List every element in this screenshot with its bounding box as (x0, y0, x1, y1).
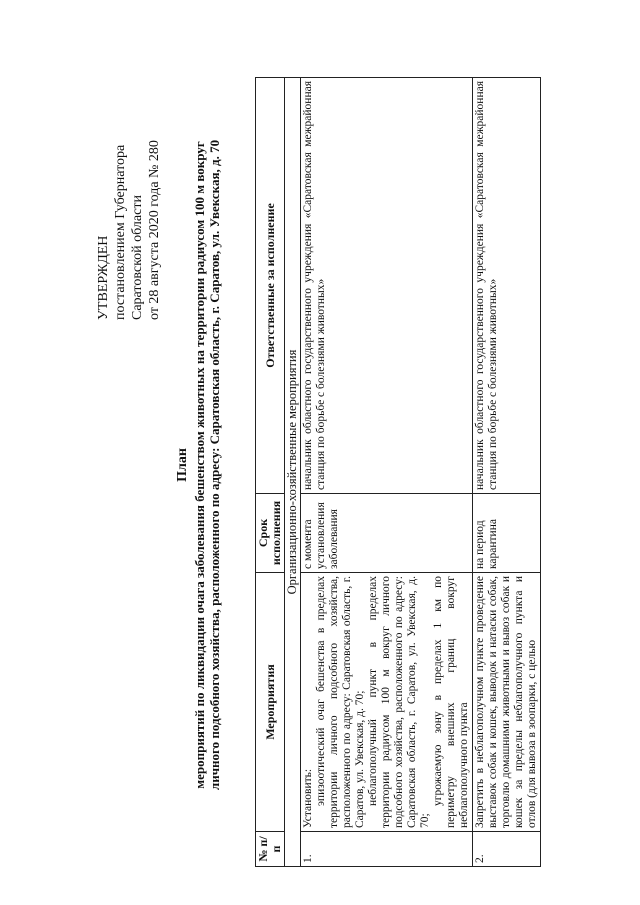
row-number: 1. (301, 832, 473, 867)
header-number: № п/п (256, 832, 285, 867)
header-term: Срок исполнения (256, 494, 285, 573)
table-row (473, 78, 541, 867)
section-row (285, 78, 301, 867)
measures-table (255, 77, 541, 867)
row-measure (473, 573, 541, 832)
approval-line: от 28 августа 2020 года № 280 (147, 140, 162, 320)
measure-paragraph: Установить: (302, 768, 314, 828)
approval-line: постановлением Губернатора (113, 144, 128, 320)
title-line: личного подсобного хозяйства, расположенного по адресу: Саратовская область, г. Саратов, ул. Увекская, д. 70 (207, 139, 222, 791)
measure-paragraph: угрожаемую зону в пределах 1 км по периметру внешних границ вокруг неблагополучного пункта (432, 576, 470, 828)
row-responsible: начальник областного государственного учреждения «Саратовская межрайонная станция по борьбе с болезнями животных» (301, 78, 473, 494)
measure-paragraph: неблагополучный пункт в пределах территории радиусом 100 м вокруг личного подсобного хозяйства, расположенного по адресу: Саратовская область, г. Саратов, ул. Увекская, д. 70; (367, 576, 431, 828)
row-term: на период карантина (473, 494, 541, 573)
measure-paragraph: Запретить в неблагополучном пункте проведение выставок собак и кошек, выводок и натаски собак, торговлю домашними животными и вывоз собак и кошек за пределы неблагополучного пункта и отлов (для вывоза в зоопарки, с целью (474, 576, 538, 828)
table-row (301, 78, 473, 867)
header-measures: Мероприятия (256, 573, 285, 832)
document-title (175, 65, 222, 865)
title-line: мероприятий по ликвидации очага заболевания бешенством животных на территории радиусом 100 м вокруг (192, 141, 207, 789)
approval-line: УТВЕРЖДЕН (96, 235, 111, 320)
table-header-row (256, 78, 285, 867)
row-number: 2. (473, 832, 541, 867)
row-responsible: начальник областного государственного учреждения «Саратовская межрайонная станция по борьбе с болезнями животных» (473, 78, 541, 494)
row-term: с момента установления заболевания (301, 494, 473, 573)
approval-stamp (95, 140, 163, 320)
row-measure (301, 573, 473, 832)
section-title: Организационно-хозяйственные мероприятия (285, 78, 301, 867)
header-responsible: Ответственные за исполнение (256, 78, 285, 494)
title-heading: План (175, 448, 190, 482)
approval-line: Саратовской области (130, 195, 145, 320)
measure-paragraph: эпизоотический очаг бешенства в пределах территории личного подсобного хозяйства, расположенного по адресу: Саратовская область, г. Саратов, ул. Увекская, д. 70; (315, 576, 366, 828)
